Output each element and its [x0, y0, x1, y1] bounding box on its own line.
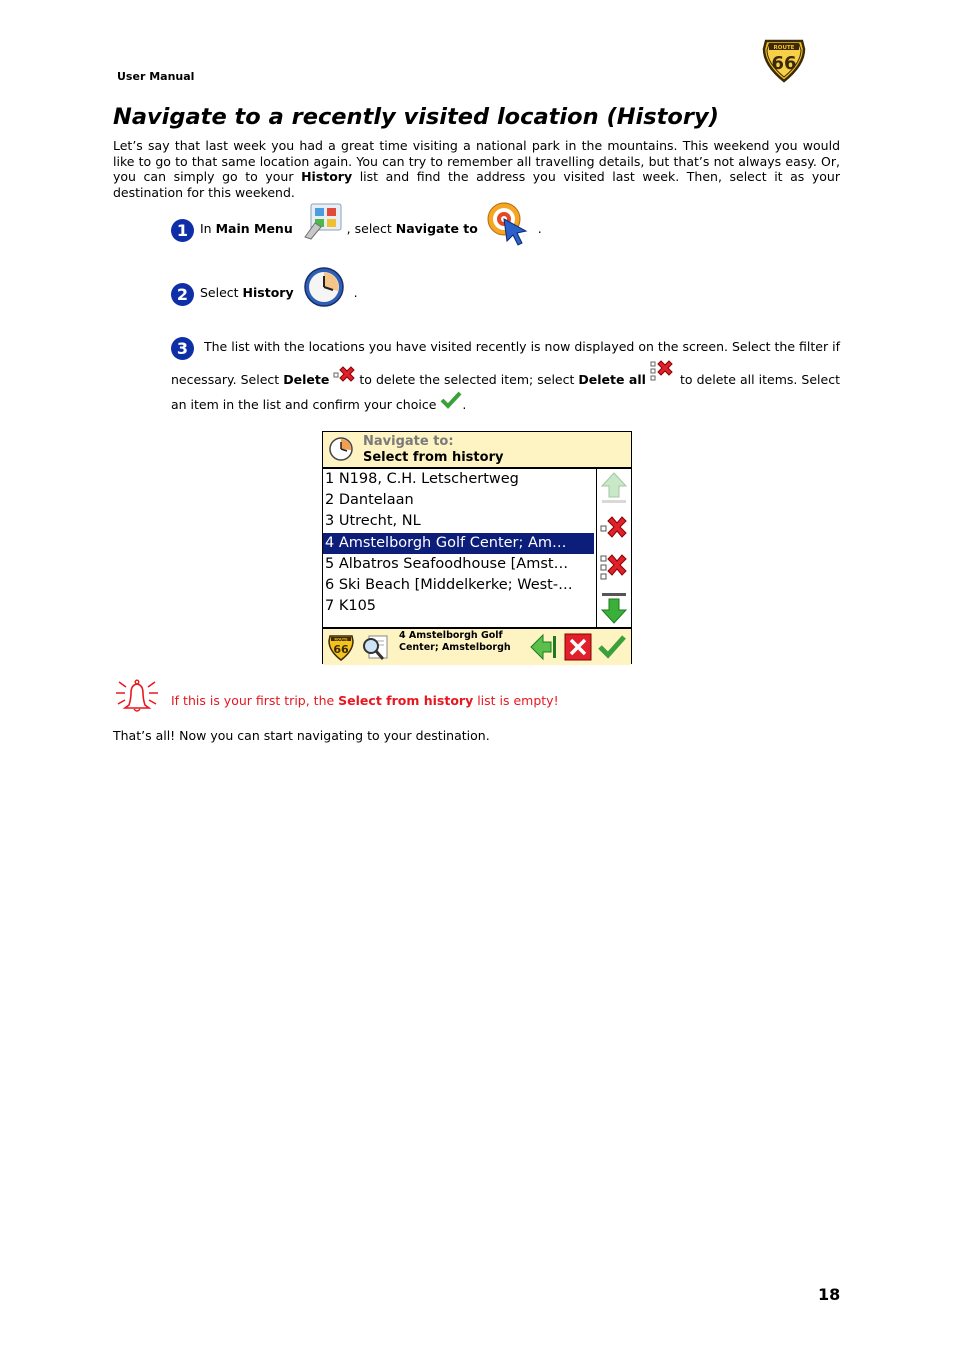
device-header [323, 432, 631, 469]
step-number-1: 1 [171, 219, 194, 242]
list-item[interactable]: 6 Ski Beach [Middelkerke; West-… [325, 576, 573, 593]
history-clock-icon [328, 436, 354, 462]
step-1: 1 In Main Menu , select Navigate to . [171, 201, 841, 247]
step-3: 3 The list with the locations you have visited recently is now displayed on the screen. Select the filter if necessary. Select Delete to delete the selected item; select Delete all to delete all items. Select an item in the list and confirm your choice . [171, 339, 840, 412]
svg-text:ROUTE: ROUTE [773, 45, 795, 51]
list-item[interactable]: 7 K105 [325, 598, 377, 615]
warning-bell-icon [113, 677, 161, 713]
delete-all-icon[interactable] [599, 553, 629, 583]
step-number-3: 3 [171, 337, 194, 360]
svg-text:66: 66 [333, 643, 349, 656]
history-list [323, 469, 596, 627]
step-number-2: 2 [171, 283, 194, 306]
back-arrow-icon[interactable] [529, 633, 557, 661]
cancel-icon[interactable] [564, 633, 592, 661]
list-item-selected[interactable]: 4 Amstelborgh Golf Center; Am… [323, 533, 594, 554]
closing-paragraph: That’s all! Now you can start navigating to your destination. [113, 728, 490, 743]
device-screen [322, 431, 632, 664]
device-header-line1: Navigate to: [363, 434, 454, 449]
navigate-to-icon [486, 201, 532, 247]
svg-text:66: 66 [771, 53, 797, 74]
confirm-check-icon [440, 391, 462, 409]
delete-all-icon [650, 360, 676, 386]
confirm-check-icon[interactable] [597, 633, 627, 661]
device-side-toolbar [596, 469, 632, 627]
device-footer [323, 627, 631, 665]
list-item[interactable]: 3 Utrecht, NL [325, 513, 421, 530]
svg-text:ROUTE: ROUTE [334, 637, 348, 642]
intro-paragraph: Let’s say that last week you had a great time visiting a national park in the mountains. This weekend you would like to go to that same location again. You can try to remember all travelling details, but that’s not always easy. Or, you can simply go to your History list and find the address you visited last week. Then, select it as your destination for this weekend. [113, 138, 840, 200]
list-item[interactable]: 2 Dantelaan [325, 492, 414, 509]
route66-logo [760, 35, 808, 83]
scroll-down-arrow-icon[interactable] [599, 591, 629, 625]
list-item[interactable]: 1 N198, C.H. Letschertweg [325, 471, 519, 487]
history-clock-icon [302, 265, 346, 309]
scroll-up-arrow-icon[interactable] [599, 471, 629, 505]
device-header-line2: Select from history [363, 450, 504, 465]
warning-note: If this is your first trip, the Select from history list is empty! [171, 693, 559, 708]
delete-icon [333, 366, 355, 386]
route66-logo[interactable] [326, 632, 356, 662]
page-title: Navigate to a recently visited location (History) [113, 104, 719, 130]
selected-item-summary: 4 Amstelborgh Golf Center; Amstelborgh [399, 630, 511, 653]
list-item[interactable]: 5 Albatros Seafoodhouse [Amst… [325, 555, 569, 572]
search-magnifier-icon[interactable] [361, 632, 391, 662]
main-menu-icon [301, 201, 343, 241]
page-number: 18 [818, 1285, 841, 1304]
delete-icon[interactable] [599, 515, 629, 543]
step-2: 2 Select History . [171, 265, 841, 309]
header-label: User Manual [117, 70, 195, 83]
